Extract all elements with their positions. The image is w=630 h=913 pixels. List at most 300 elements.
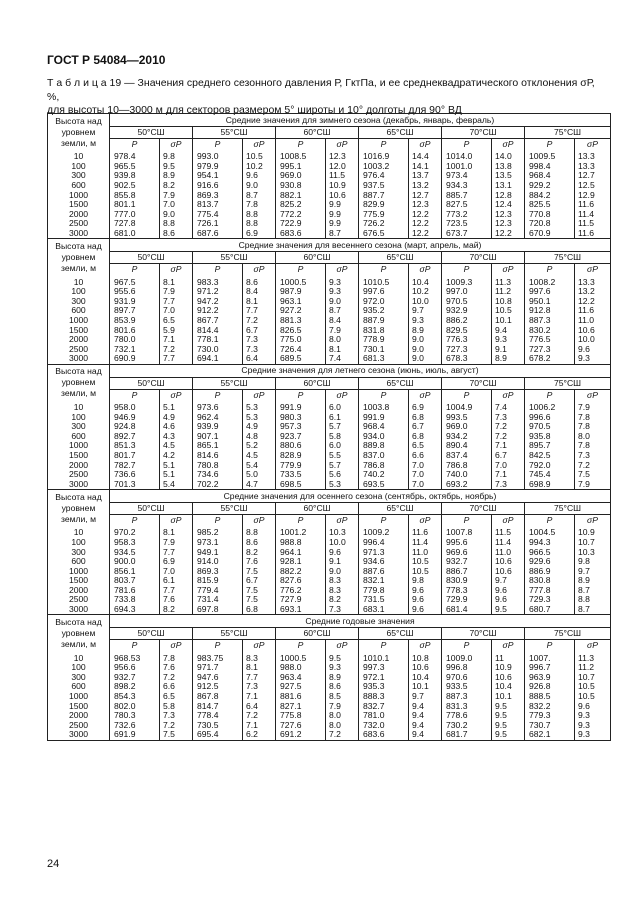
sigma-value: 7.3 <box>326 605 359 615</box>
pressure-value: 967.5 <box>110 275 160 287</box>
pressure-value: 1001.0 <box>442 162 492 172</box>
sigma-value: 6.7 <box>409 422 442 432</box>
pressure-value: 932.9 <box>442 306 492 316</box>
latitude-header: 75°СШ <box>525 252 611 264</box>
pressure-value: 775.0 <box>276 335 326 345</box>
sigma-value: 8.6 <box>160 229 193 239</box>
pressure-value: 969.0 <box>276 171 326 181</box>
pressure-value: 965.5 <box>110 162 160 172</box>
latitude-header: 55°СШ <box>193 503 276 515</box>
sigma-value: 6.8 <box>409 431 442 441</box>
table-row <box>48 150 611 162</box>
pressure-value: 693.5 <box>359 479 409 489</box>
pressure-value: 971.7 <box>193 663 243 673</box>
pressure-value: 934.0 <box>359 431 409 441</box>
sigma-value: 12.2 <box>409 229 442 239</box>
height-value: 10 <box>48 651 110 663</box>
sigma-value: 8.8 <box>243 210 276 220</box>
pressure-value: 726.4 <box>276 345 326 355</box>
sigma-value: 8.9 <box>326 673 359 683</box>
sigma-value: 14.4 <box>409 150 442 162</box>
height-value: 300 <box>48 673 110 683</box>
sigma-value: 5.2 <box>243 441 276 451</box>
sigma-label: σP <box>243 139 276 151</box>
pressure-label: P <box>276 515 326 527</box>
latitude-header: 50°СШ <box>110 628 193 640</box>
height-value: 2000 <box>48 460 110 470</box>
pressure-value: 884.2 <box>525 190 575 200</box>
pressure-value: 803.7 <box>110 576 160 586</box>
pressure-value: 887.3 <box>525 316 575 326</box>
sigma-value: 11.4 <box>492 538 525 548</box>
pressure-value: 695.4 <box>193 730 243 740</box>
pressure-value: 676.5 <box>359 229 409 239</box>
sigma-label: σP <box>492 515 525 527</box>
sigma-value: 12.3 <box>492 210 525 220</box>
pressure-value: 1004.5 <box>525 526 575 538</box>
pressure-value: 934.5 <box>110 547 160 557</box>
pressure-value: 778.6 <box>442 711 492 721</box>
sigma-value: 13.3 <box>575 150 611 162</box>
pressure-value: 886.7 <box>442 566 492 576</box>
table-row <box>48 538 611 548</box>
sigma-value: 7.2 <box>243 711 276 721</box>
sigma-value: 7.8 <box>160 651 193 663</box>
latitude-header: 65°СШ <box>359 377 442 389</box>
parameter-row <box>48 139 611 151</box>
sigma-value: 4.9 <box>160 412 193 422</box>
pressure-value: 856.1 <box>110 566 160 576</box>
latitude-header: 75°СШ <box>525 377 611 389</box>
pressure-value: 693.2 <box>442 479 492 489</box>
table-row <box>48 526 611 538</box>
sigma-value: 12.9 <box>575 190 611 200</box>
pressure-label: P <box>442 515 492 527</box>
pressure-value: 720.8 <box>525 219 575 229</box>
sigma-value: 6.0 <box>326 401 359 413</box>
sigma-label: σP <box>326 640 359 652</box>
pressure-value: 727.6 <box>276 721 326 731</box>
sigma-value: 5.9 <box>160 325 193 335</box>
sigma-value: 10.5 <box>243 150 276 162</box>
height-value: 2000 <box>48 711 110 721</box>
pressure-value: 996.7 <box>525 663 575 673</box>
pressure-value: 1000.5 <box>276 275 326 287</box>
sigma-value: 11.2 <box>492 287 525 297</box>
sigma-label: σP <box>160 264 193 276</box>
pressure-value: 1004.9 <box>442 401 492 413</box>
pressure-value: 681.7 <box>442 730 492 740</box>
table-row <box>48 354 611 364</box>
pressure-value: 995.6 <box>442 538 492 548</box>
pressure-value: 997.6 <box>525 287 575 297</box>
pressure-value: 935.2 <box>359 306 409 316</box>
height-column-header: Высота над уровнем земли, м <box>48 239 110 276</box>
sigma-label: σP <box>575 640 611 652</box>
pressure-value: 775.8 <box>276 711 326 721</box>
sigma-value: 8.5 <box>326 692 359 702</box>
pressure-value: 781.0 <box>359 711 409 721</box>
sigma-value: 8.7 <box>243 190 276 200</box>
sigma-value: 12.7 <box>409 190 442 200</box>
sigma-value: 11.6 <box>575 200 611 210</box>
pressure-value: 934.6 <box>359 557 409 567</box>
pressure-value: 1016.9 <box>359 150 409 162</box>
height-value: 2500 <box>48 345 110 355</box>
pressure-value: 955.6 <box>110 287 160 297</box>
sigma-value: 8.8 <box>575 595 611 605</box>
pressure-value: 779.3 <box>525 711 575 721</box>
sigma-label: σP <box>243 264 276 276</box>
sigma-value: 9.3 <box>409 316 442 326</box>
sigma-value: 13.1 <box>492 181 525 191</box>
sigma-value: 9.3 <box>575 711 611 721</box>
sigma-value: 10.5 <box>409 566 442 576</box>
sigma-value: 9.6 <box>575 345 611 355</box>
height-value: 1000 <box>48 316 110 326</box>
height-value: 100 <box>48 412 110 422</box>
sigma-value: 9.8 <box>409 576 442 586</box>
sigma-value: 7.7 <box>160 354 193 364</box>
sigma-value: 12.8 <box>492 190 525 200</box>
table-row <box>48 401 611 413</box>
sigma-value: 8.1 <box>160 275 193 287</box>
sigma-value: 7.0 <box>160 200 193 210</box>
pressure-value: 732.0 <box>359 721 409 731</box>
pressure-value: 949.1 <box>193 547 243 557</box>
sigma-value: 8.6 <box>243 538 276 548</box>
pressure-value: 815.9 <box>193 576 243 586</box>
sigma-value: 9.0 <box>326 297 359 307</box>
sigma-value: 9.0 <box>160 210 193 220</box>
sigma-value: 8.9 <box>575 576 611 586</box>
sigma-value: 5.3 <box>243 401 276 413</box>
pressure-label: P <box>276 139 326 151</box>
pressure-value: 775.9 <box>359 210 409 220</box>
sigma-value: 7.3 <box>492 412 525 422</box>
height-value: 3000 <box>48 354 110 364</box>
pressure-value: 867.8 <box>193 692 243 702</box>
sigma-value: 7.0 <box>409 479 442 489</box>
sigma-value: 10.4 <box>409 673 442 683</box>
pressure-value: 1010.1 <box>359 651 409 663</box>
sigma-value: 7.1 <box>492 470 525 480</box>
sigma-value: 5.7 <box>326 460 359 470</box>
pressure-value: 979.9 <box>193 162 243 172</box>
sigma-value: 5.5 <box>326 451 359 461</box>
pressure-value: 828.9 <box>276 451 326 461</box>
sigma-value: 8.7 <box>575 605 611 615</box>
pressure-value: 837.0 <box>359 451 409 461</box>
sigma-value: 6.8 <box>243 605 276 615</box>
pressure-value: 892.7 <box>110 431 160 441</box>
sigma-value: 8.6 <box>326 682 359 692</box>
sigma-value: 5.6 <box>326 470 359 480</box>
sigma-value: 4.5 <box>160 441 193 451</box>
latitude-header: 75°СШ <box>525 127 611 139</box>
sigma-value: 9.5 <box>492 605 525 615</box>
sigma-value: 5.8 <box>326 431 359 441</box>
height-value: 10 <box>48 150 110 162</box>
pressure-value: 814.6 <box>193 451 243 461</box>
latitude-header: 60°СШ <box>276 628 359 640</box>
sigma-value: 9.6 <box>409 595 442 605</box>
section-header-row <box>48 615 611 628</box>
sigma-value: 5.4 <box>243 460 276 470</box>
sigma-value: 7.7 <box>160 586 193 596</box>
height-value: 100 <box>48 538 110 548</box>
sigma-value: 13.3 <box>575 275 611 287</box>
pressure-value: 726.1 <box>193 219 243 229</box>
table-row <box>48 479 611 489</box>
pressure-value: 693.1 <box>276 605 326 615</box>
pressure-value: 993.0 <box>193 150 243 162</box>
sigma-value: 7.9 <box>575 401 611 413</box>
pressure-value: 988.8 <box>276 538 326 548</box>
sigma-label: σP <box>575 264 611 276</box>
sigma-value: 5.8 <box>160 701 193 711</box>
pressure-value: 970.5 <box>442 297 492 307</box>
sigma-value: 14.1 <box>409 162 442 172</box>
pressure-value: 968.4 <box>359 422 409 432</box>
sigma-label: σP <box>492 389 525 401</box>
pressure-value: 832.2 <box>525 701 575 711</box>
pressure-value: 802.0 <box>110 701 160 711</box>
pressure-value: 927.2 <box>276 306 326 316</box>
sigma-value: 9.5 <box>492 701 525 711</box>
sigma-value: 10.3 <box>575 547 611 557</box>
pressure-value: 680.7 <box>525 605 575 615</box>
sigma-value: 8.1 <box>243 663 276 673</box>
height-value: 600 <box>48 181 110 191</box>
caption-line-2: для высоты 10—3000 м для секторов размером 5° широты и 10° долготы для 90° ВД <box>47 104 462 116</box>
sigma-value: 8.2 <box>326 595 359 605</box>
sigma-value: 12.2 <box>492 229 525 239</box>
sigma-value: 7.8 <box>575 441 611 451</box>
sigma-value: 7.9 <box>160 287 193 297</box>
pressure-value: 730.0 <box>193 345 243 355</box>
height-value: 1000 <box>48 566 110 576</box>
sigma-value: 9.5 <box>492 711 525 721</box>
sigma-value: 10.6 <box>575 325 611 335</box>
sigma-value: 10.4 <box>492 682 525 692</box>
height-value: 2500 <box>48 219 110 229</box>
pressure-value: 731.5 <box>359 595 409 605</box>
height-value: 10 <box>48 526 110 538</box>
pressure-value: 888.3 <box>359 692 409 702</box>
height-value: 300 <box>48 171 110 181</box>
sigma-value: 7.2 <box>492 422 525 432</box>
section-title: Средние годовые значения <box>110 615 611 628</box>
pressure-value: 886.2 <box>442 316 492 326</box>
sigma-label: σP <box>160 515 193 527</box>
document-header: ГОСТ Р 54084—2010 <box>47 53 166 67</box>
sigma-value: 10.1 <box>492 692 525 702</box>
pressure-value: 698.9 <box>525 479 575 489</box>
sigma-value: 8.7 <box>575 586 611 596</box>
pressure-value: 832.7 <box>359 701 409 711</box>
pressure-value: 691.2 <box>276 730 326 740</box>
parameter-row <box>48 640 611 652</box>
sigma-value: 12.3 <box>409 200 442 210</box>
sigma-value: 9.5 <box>492 721 525 731</box>
latitude-header: 50°СШ <box>110 377 193 389</box>
pressure-value: 851.3 <box>110 441 160 451</box>
sigma-label: σP <box>160 640 193 652</box>
pressure-value: 855.8 <box>110 190 160 200</box>
sigma-value: 10.1 <box>492 316 525 326</box>
pressure-label: P <box>525 264 575 276</box>
height-value: 10 <box>48 275 110 287</box>
pressure-label: P <box>442 264 492 276</box>
sigma-value: 8.6 <box>243 275 276 287</box>
section-title: Средние значения для зимнего сезона (декабрь, январь, февраль) <box>110 114 611 127</box>
pressure-value: 831.3 <box>442 701 492 711</box>
height-value: 600 <box>48 306 110 316</box>
sigma-value: 8.7 <box>326 306 359 316</box>
pressure-value: 683.6 <box>276 229 326 239</box>
pressure-value: 971.2 <box>193 287 243 297</box>
sigma-value: 10.6 <box>409 663 442 673</box>
sigma-value: 7.1 <box>243 692 276 702</box>
sigma-value: 9.0 <box>326 566 359 576</box>
pressure-value: 887.9 <box>359 316 409 326</box>
pressure-value: 734.6 <box>193 470 243 480</box>
pressure-value: 773.2 <box>442 210 492 220</box>
pressure-value: 987.9 <box>276 287 326 297</box>
pressure-value: 865.1 <box>193 441 243 451</box>
height-value: 100 <box>48 663 110 673</box>
pressure-value: 962.4 <box>193 412 243 422</box>
pressure-value: 973.6 <box>193 401 243 413</box>
sigma-value: 7.3 <box>243 682 276 692</box>
pressure-value: 780.3 <box>110 711 160 721</box>
sigma-label: σP <box>326 389 359 401</box>
sigma-value: 4.2 <box>160 451 193 461</box>
latitude-header: 65°СШ <box>359 503 442 515</box>
height-value: 1500 <box>48 325 110 335</box>
sigma-value: 11.6 <box>575 229 611 239</box>
height-value: 2500 <box>48 721 110 731</box>
sigma-label: σP <box>409 139 442 151</box>
sigma-value: 8.7 <box>326 229 359 239</box>
sigma-value: 8.1 <box>326 345 359 355</box>
sigma-value: 14.0 <box>492 150 525 162</box>
sigma-value: 10.5 <box>492 306 525 316</box>
sigma-value: 13.7 <box>409 171 442 181</box>
sigma-value: 5.1 <box>160 460 193 470</box>
pressure-value: 914.0 <box>193 557 243 567</box>
sigma-value: 8.0 <box>326 335 359 345</box>
latitude-header: 50°СШ <box>110 127 193 139</box>
height-value: 3000 <box>48 479 110 489</box>
pressure-value: 683.1 <box>359 605 409 615</box>
pressure-value: 966.5 <box>525 547 575 557</box>
pressure-value: 964.1 <box>276 547 326 557</box>
pressure-value: 1009.2 <box>359 526 409 538</box>
pressure-value: 1000.5 <box>276 651 326 663</box>
sigma-value: 11.5 <box>492 526 525 538</box>
pressure-value: 976.4 <box>359 171 409 181</box>
parameter-row <box>48 389 611 401</box>
sigma-value: 10.6 <box>492 673 525 683</box>
sigma-value: 9.3 <box>326 287 359 297</box>
sigma-value: 9.4 <box>409 721 442 731</box>
pressure-value: 778.1 <box>193 335 243 345</box>
pressure-value: 947.6 <box>193 673 243 683</box>
pressure-value: 777.8 <box>525 586 575 596</box>
pressure-value: 801.1 <box>110 200 160 210</box>
pressure-value: 732.1 <box>110 345 160 355</box>
pressure-value: 939.8 <box>110 171 160 181</box>
height-value: 100 <box>48 162 110 172</box>
sigma-value: 7.3 <box>575 451 611 461</box>
sigma-value: 9.7 <box>409 692 442 702</box>
pressure-value: 969.6 <box>442 547 492 557</box>
sigma-value: 7.9 <box>160 190 193 200</box>
pressure-value: 829.5 <box>442 325 492 335</box>
section-title: Средние значения для осеннего сезона (сентябрь, октябрь, ноябрь) <box>110 490 611 503</box>
pressure-value: 924.8 <box>110 422 160 432</box>
pressure-value: 832.1 <box>359 576 409 586</box>
height-value: 1500 <box>48 200 110 210</box>
pressure-value: 970.2 <box>110 526 160 538</box>
pressure-value: 827.5 <box>442 200 492 210</box>
pressure-value: 673.7 <box>442 229 492 239</box>
sigma-value: 4.8 <box>243 431 276 441</box>
pressure-label: P <box>110 139 160 151</box>
pressure-value: 786.8 <box>442 460 492 470</box>
pressure-value: 727.8 <box>110 219 160 229</box>
sigma-value: 8.2 <box>243 547 276 557</box>
pressure-value: 801.6 <box>110 325 160 335</box>
pressure-value: 829.9 <box>359 200 409 210</box>
sigma-value: 10.6 <box>492 557 525 567</box>
pressure-label: P <box>276 640 326 652</box>
pressure-label: P <box>359 139 409 151</box>
pressure-value: 882.1 <box>276 190 326 200</box>
pressure-value: 727.3 <box>525 345 575 355</box>
sigma-value: 12.2 <box>575 297 611 307</box>
sigma-value: 7.5 <box>160 730 193 740</box>
pressure-value: 780.0 <box>110 335 160 345</box>
pressure-value: 698.5 <box>276 479 326 489</box>
pressure-value: 694.1 <box>193 354 243 364</box>
pressure-value: 776.2 <box>276 586 326 596</box>
sigma-label: σP <box>409 264 442 276</box>
pressure-value: 895.7 <box>525 441 575 451</box>
sigma-label: σP <box>575 139 611 151</box>
sigma-value: 5.3 <box>243 412 276 422</box>
height-value: 600 <box>48 431 110 441</box>
sigma-value: 11.0 <box>575 316 611 326</box>
sigma-value: 9.3 <box>575 721 611 731</box>
pressure-value: 736.6 <box>110 470 160 480</box>
pressure-value: 881.6 <box>276 692 326 702</box>
pressure-value: 732.6 <box>110 721 160 731</box>
pressure-value: 973.1 <box>193 538 243 548</box>
sigma-value: 10.5 <box>575 682 611 692</box>
sigma-value: 10.6 <box>326 190 359 200</box>
sigma-value: 7.2 <box>575 460 611 470</box>
pressure-value: 954.1 <box>193 171 243 181</box>
sigma-value: 11.6 <box>575 306 611 316</box>
pressure-value: 881.3 <box>276 316 326 326</box>
sigma-value: 7.8 <box>575 422 611 432</box>
sigma-label: σP <box>326 515 359 527</box>
pressure-value: 687.6 <box>193 229 243 239</box>
sigma-value: 7.9 <box>160 538 193 548</box>
